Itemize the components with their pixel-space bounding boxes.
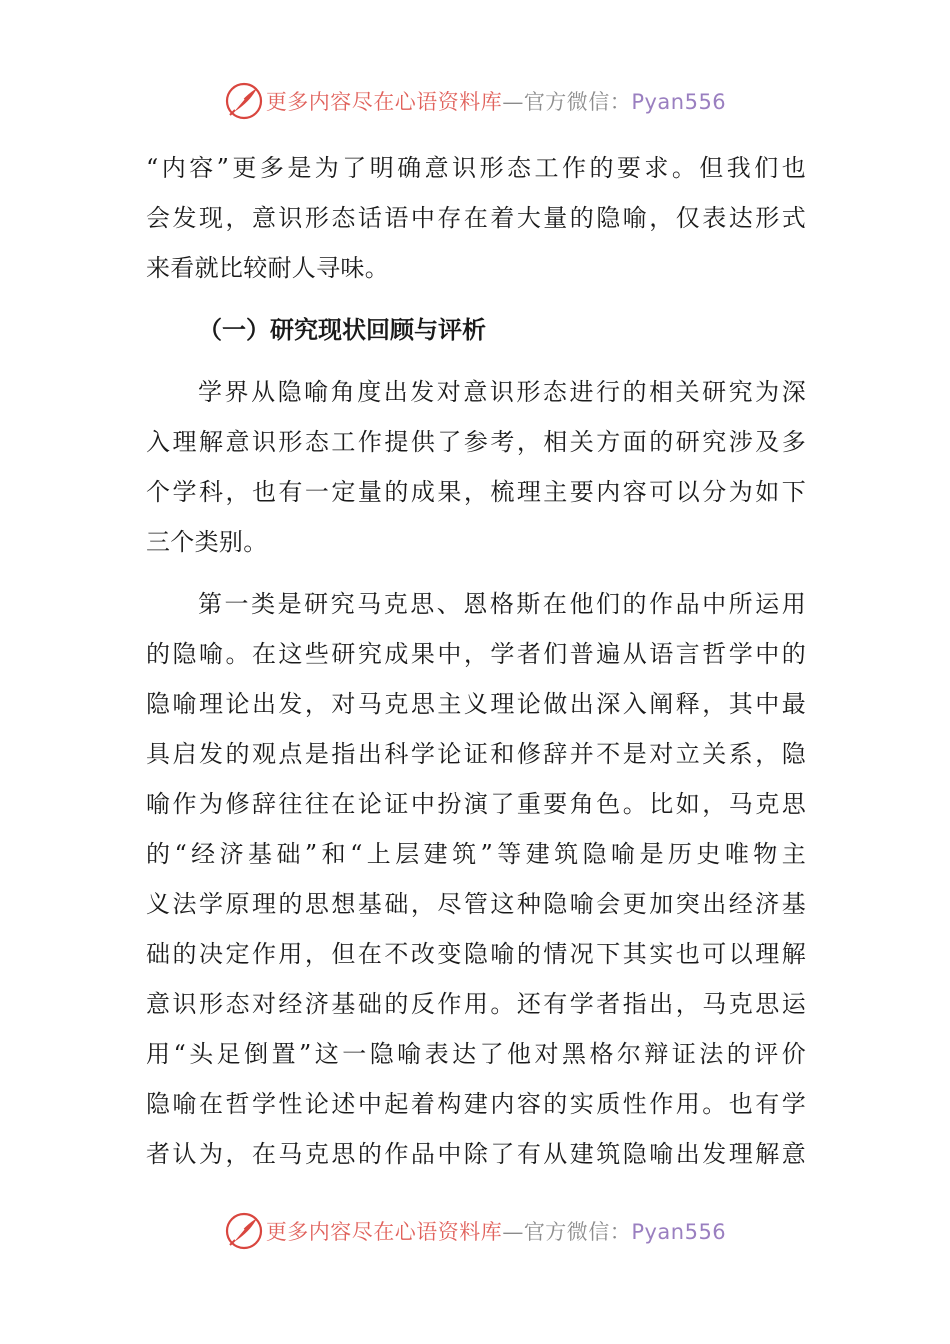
paragraph-intro	[146, 143, 806, 293]
paragraph-1	[146, 367, 806, 567]
footer-wechat-label: —官方微信：	[502, 1220, 632, 1244]
text-line: 入理解意识形态工作提供了参考，相关方面的研究涉及多	[146, 428, 806, 456]
text-line: 隐喻在哲学性论述中起着构建内容的实质性作用。也有学	[146, 1090, 806, 1118]
text-line: 者认为，在马克思的作品中除了有从建筑隐喻出发理解意	[146, 1140, 806, 1168]
paragraph-2	[146, 579, 806, 1179]
text-line: 第一类是研究马克思、恩格斯在他们的作品中所运用	[198, 590, 806, 618]
text-line: 个学科，也有一定量的成果，梳理主要内容可以分为如下	[146, 478, 806, 506]
text-line: 的隐喻。在这些研究成果中，学者们普遍从语言哲学中的	[146, 640, 806, 668]
text-line: 学界从隐喻角度出发对意识形态进行的相关研究为深	[198, 378, 806, 406]
quill-pen-logo-icon	[224, 1211, 264, 1251]
text-line: 的“经济基础”和“上层建筑”等建筑隐喻是历史唯物主	[146, 840, 806, 868]
text-line: 义法学原理的思想基础，尽管这种隐喻会更加突出经济基	[146, 890, 806, 918]
text-line: 会发现，意识形态话语中存在着大量的隐喻，仅表达形式	[146, 204, 806, 232]
document-body	[146, 143, 806, 1179]
header-brand-text: 更多内容尽在心语资料库	[265, 90, 503, 114]
footer-wechat-id: Pyan556	[631, 1220, 727, 1244]
header-wechat-label: —官方微信：	[502, 90, 632, 114]
text-line: 三个类别。	[146, 528, 268, 556]
text-line: 具启发的观点是指出科学论证和修辞并不是对立关系，隐	[146, 740, 806, 768]
header-wechat-id: Pyan556	[631, 90, 727, 114]
text-line: 来看就比较耐人寻味。	[146, 254, 389, 282]
text-line: 础的决定作用，但在不改变隐喻的情况下其实也可以理解	[146, 940, 806, 968]
text-line: 用“头足倒置”这一隐喻表达了他对黑格尔辩证法的评价	[146, 1040, 806, 1068]
header-banner	[0, 76, 950, 126]
text-line: 意识形态对经济基础的反作用。还有学者指出，马克思运	[146, 990, 806, 1018]
text-line: 喻作为修辞往往在论证中扮演了重要角色。比如，马克思	[146, 790, 806, 818]
section-heading: （一）研究现状回顾与评析	[198, 316, 486, 344]
quill-pen-logo-icon	[224, 81, 264, 121]
text-line: 隐喻理论出发，对马克思主义理论做出深入阐释，其中最	[146, 690, 806, 718]
text-line: “内容”更多是为了明确意识形态工作的要求。但我们也	[146, 154, 806, 182]
footer-brand-text: 更多内容尽在心语资料库	[265, 1220, 503, 1244]
footer-banner	[0, 1206, 950, 1256]
